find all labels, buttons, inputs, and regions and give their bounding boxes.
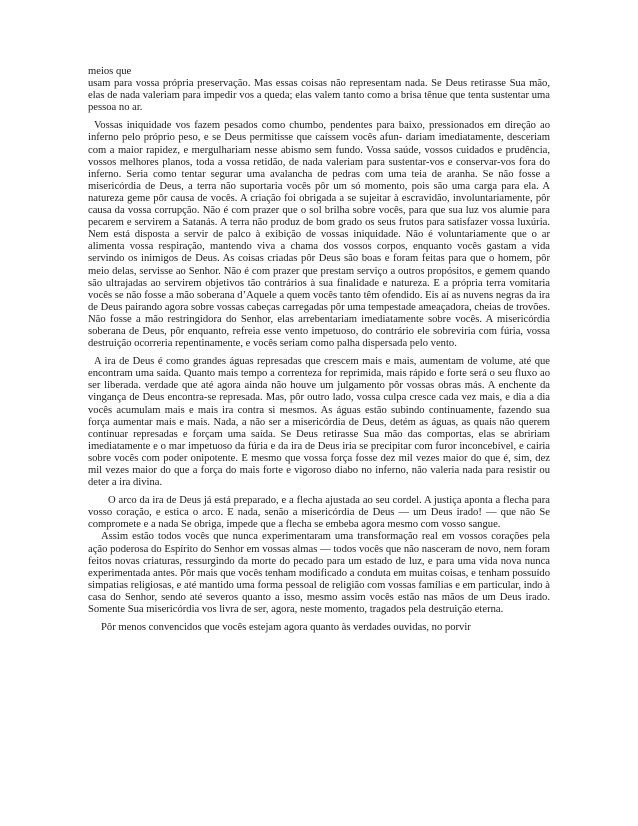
- document-page: [88, 66, 550, 634]
- paragraph-fragment: meios que: [88, 66, 132, 77]
- paragraph-6: Pôr menos convencidos que vocês estejam agora quanto às verdades ouvidas, no porvir: [101, 622, 471, 634]
- paragraph-4: O arco da ira de Deus já está preparado, e a flecha ajustada ao seu cordel. A justiça aponta a flecha para vosso coração, e estica o arco. E nada, senão a misericórdia de Deus — um Deus irado! — que não Se compromete e a nada Se obriga, impede que a flecha se embeba agora mesmo com vosso sangue.: [88, 495, 550, 531]
- paragraph-3: A ira de Deus é como grandes águas represadas que crescem mais e mais, aumentam de volume, até que encontram uma saída. Quanto mais tempo a correnteza for reprimida, mais rápido e forte será o seu fluxo ao ser liberada. verdade que até agora ainda não houve um julgamento pôr vossas obras más. A enchente da vingança de Deus encontra-se represada. Mas, pôr outro lado, vossa culpa cresce cada vez mais, e dia a dia vocês acumulam mais e mais ira contra si mesmos. As águas estão subindo continuamente, fazendo sua força aumentar mais e mais. Nada, a não ser a misericórdia de Deus, detém as águas, as quais não querem continuar represadas e forçam uma saída. Se Deus retirasse Sua mão das comportas, elas se abririam imediatamente e o mar impetuoso da fúria e da ira de Deus iria se precipitar com furor inconcebível, e cairia sobre vocês com poder onipotente. E mesmo que vossa força fosse dez mil vezes maior do que é, sim, dez mil vezes maior do que a força do mais forte e vigoroso diabo no inferno, não valeria nada para resistir ou deter a ira divina.: [88, 356, 550, 489]
- paragraph-2: Vossas iniquidade vos fazem pesados como chumbo, pendentes para baixo, pressionados em direção ao inferno pelo próprio peso, e se Deus permitisse que caíssem vocês afun- dariam imediatamente, desceriam com a maior rapidez, e mergulhariam nesse abismo sem fundo. Vossa saúde, vossos cuidados e prudência, vossos melhores planos, toda a vossa retidão, de nada valeriam para sustentar-vos e conservar-vos fora do inferno. Seria como tentar segurar uma avalancha de pedras com uma teia de aranha. Se não fosse a misericórdia de Deus, a terra não suportaria vocês pôr um só momento, pois são uma carga para ela. A natureza geme pôr causa de vocês. A criação foi obrigada a se sujeitar à escravidão, involuntariamente, pôr causa da vossa corrupção. Não é com prazer que o sol brilha sobre vocês, para que sua luz vos alumie para pecarem e servirem a Satanás. A terra não produz de bom grado os seus frutos para satisfazer vossa luxúria. Nem está disposta a servir de palco à exibição de vossas iniquidade. Não é voluntariamente que o ar alimenta vossa respiração, mantendo viva a chama dos vossos corpos, enquanto vocês gastam a vida servindo os inimigos de Deus. As coisas criadas pôr Deus são boas e foram feitas para que o homem, pôr meio delas, servisse ao Senhor. Não é com prazer que prestam serviço a outros propósitos, e gemem quando são ultrajadas ao servirem objetivos tão contrários à sua finalidade e natureza. E a própria terra vomitaria vocês se não fosse a mão soberana d’Aquele a quem vocês tanto têm ofendido. Eis aí as nuvens negras da ira de Deus pairando agora sobre vossas cabeças carregadas pôr uma tempestade ameaçadora, cheias de trovões. Não fosse a mão restringidora do Senhor, elas arrebentariam imediatamente sobre vocês. A misericórdia soberana de Deus, pôr enquanto, refreia esse vento impetuoso, do contrário ele sobreviria com fúria, vossa destruição ocorreria repentinamente, e vocês seriam como palha dispersada pelo vento.: [88, 120, 550, 350]
- paragraph-5: Assim estão todos vocês que nunca experimentaram uma transformação real em vossos corações pela ação poderosa do Espírito do Senhor em vossas almas — todos vocês que não nasceram de novo, nem foram feitos novas criaturas, ressurgindo da morte do pecado para um estado de luz, e para uma vida nova nunca experimentada antes. Pôr mais que vocês tenham modificado a conduta em muitas coisas, e tenham possuído simpatias religiosas, e até mantido uma forma pessoal de religião com vossas famílias e em particular, indo à casa do Senhor, sendo até severos quanto a isso, mesmo assim vocês estão nas mãos de um Deus irado. Somente Sua misericórdia vos livra de ser, agora, neste momento, tragados pela destruição eterna.: [88, 531, 550, 616]
- paragraph-1: usam para vossa própria preservação. Mas essas coisas não representam nada. Se Deus retirasse Sua mão, elas de nada valeriam para impedir vos a queda; elas valem tanto como a brisa tênue que tenta sustentar uma pessoa no ar.: [88, 78, 550, 114]
